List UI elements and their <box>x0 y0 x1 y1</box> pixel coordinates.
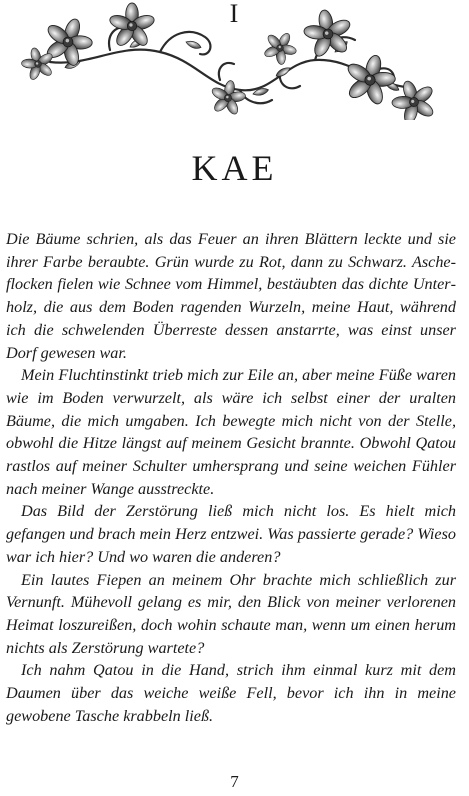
paragraph: Ein lautes Fiepen an meinem Ohr brachte mich schließlich zur Vernunft. Mühevoll gelang es mir, den Blick von meiner verlorenen Heimat loszureißen, doch wohin schaute man, wenn um einen herum nichts als Zerstörung wartete? <box>6 570 456 657</box>
page-number: 7 <box>230 772 239 791</box>
paragraph: Ich nahm Qatou in die Hand, strich ihm einmal kurz mit dem Daumen über das weiche weiße Fell, bevor ich ihn in meine gewobene Tasche krabbeln ließ. <box>6 661 456 725</box>
paragraph: Das Bild der Zerstörung ließ mich nicht los. Es hielt mich gefangen und brach mein Herz entzwei. Was passierte gerade? Wieso war ich hier? Und wo waren die anderen? <box>6 502 456 566</box>
body-text <box>6 228 456 727</box>
paragraph: Die Bäume schrien, als das Feuer an ihren Blättern leckte und sie ihrer Farbe beraubte. Grün wurde zu Rot, dann zu Schwarz. Ascheflocken fielen wie Schnee vom Himmel, bestäubten das dichte Unterholz, die aus dem Boden ragenden Wurzeln, meine Haut, während ich die schwelenden Überreste dessen anstarrte, was einst unser Dorf gewesen war. <box>6 230 456 362</box>
floral-vine-ornament <box>10 2 459 120</box>
chapter-number: I <box>229 0 240 28</box>
paragraph: Mein Fluchtinstinkt trieb mich zur Eile an, aber meine Füße waren wie im Boden verwurzelt, als wäre ich selbst einer der uralten Bäume, die mich umgaben. Ich bewegte mich nicht von der Stelle, obwohl die Hitze längst auf meinem Gesicht brannte. Obwohl Qatou rastlos auf meiner Schulter umhersprang und seine weichen Fühler nach meiner Wange ausstreckte. <box>6 366 456 498</box>
chapter-title: KAE <box>191 148 278 188</box>
